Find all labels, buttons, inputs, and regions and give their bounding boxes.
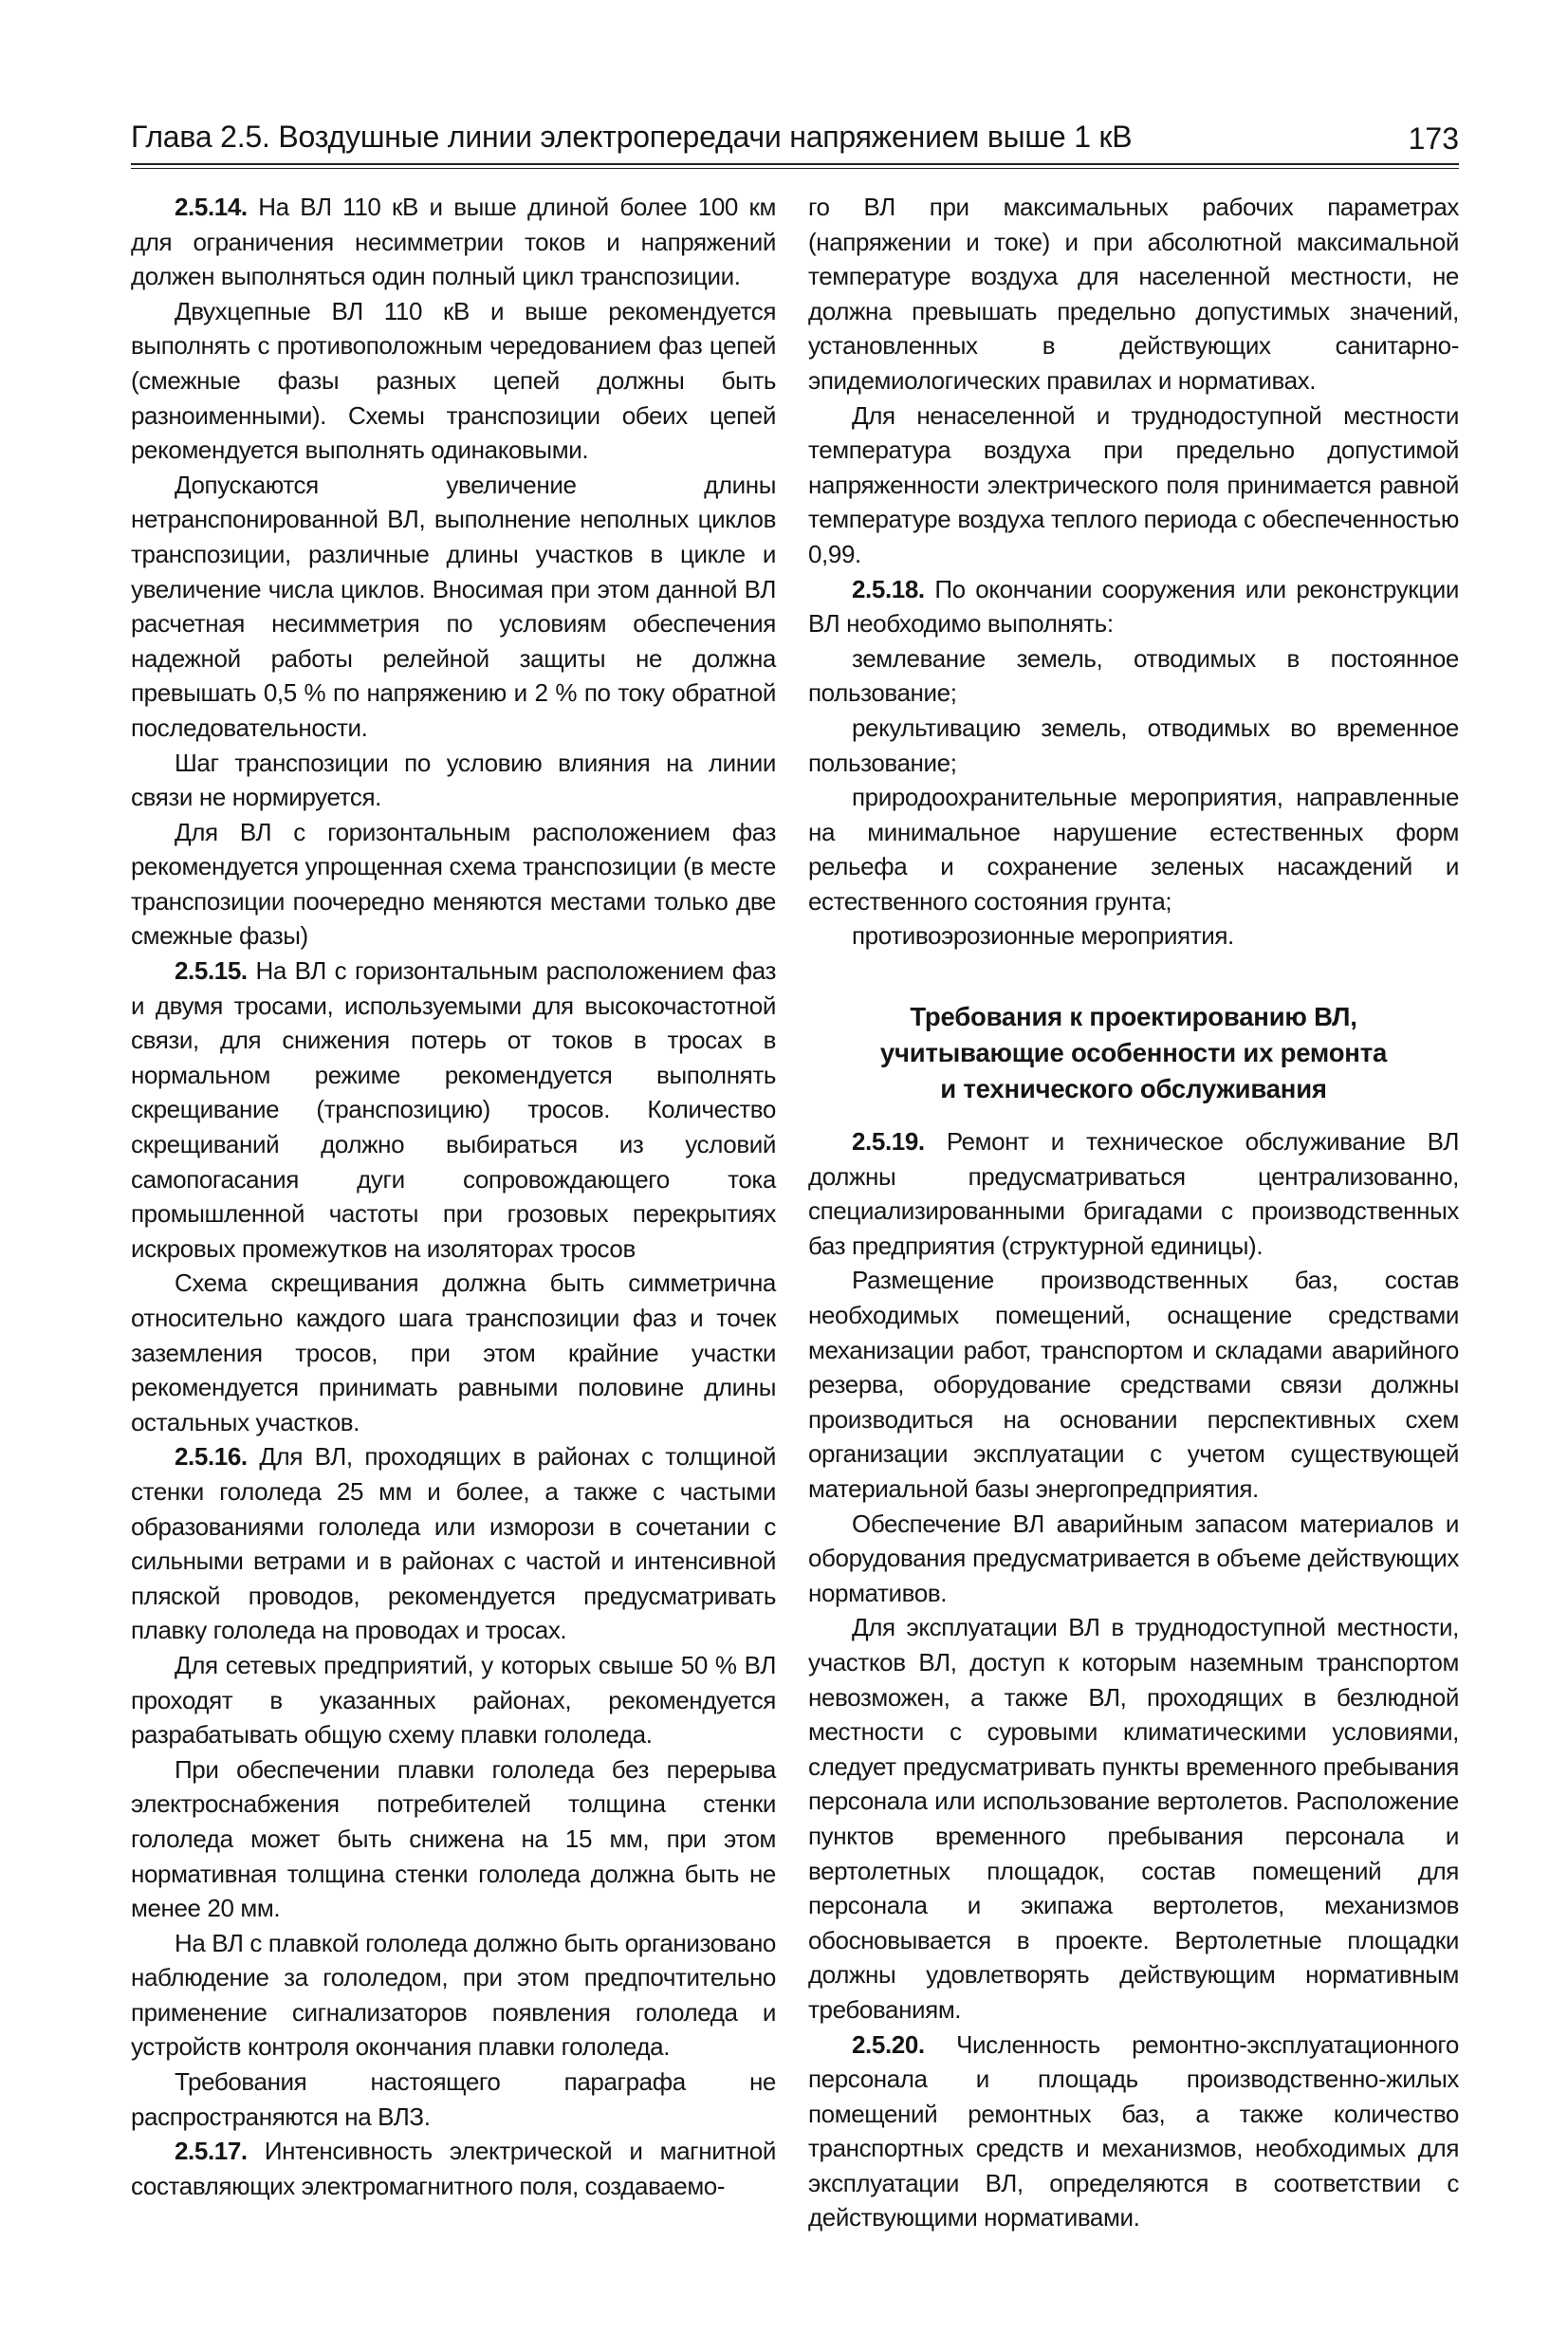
paragraph-text: Численность ремонтно-эксплуатационного персонала и площадь производственно-жилых помещений ремонтных баз, а также количество транспортных средств и механизмов, необходимых для эксплуатации ВЛ, определяются в соответствии с действующими нормативами. (808, 2029, 1459, 2232)
paragraph (808, 641, 1459, 711)
page-number: 173 (1408, 121, 1459, 156)
paragraph (808, 711, 1459, 780)
paragraph (808, 1507, 1459, 1611)
clause-number: 2.5.15. (175, 956, 248, 986)
paragraph (131, 294, 776, 468)
paragraph (131, 1648, 776, 1752)
paragraph (131, 1439, 776, 1648)
paragraph (808, 1263, 1459, 1506)
paragraph (131, 1926, 776, 2065)
paragraph-text: Двухцепные ВЛ 110 кВ и выше рекомендуется выполнять с противоположным чередованием фаз цепей (смежные фазы разных цепей должны быть разноименными). Схемы транспозиции обеих цепей рекомендуется выполнять одинаковыми. (131, 296, 776, 465)
paragraph-text: На ВЛ 110 кВ и выше длиной более 100 км для ограничения несимметрии токов и напряжений должен выполняться один полный цикл транспозиции. (131, 193, 776, 291)
page-header (131, 112, 1459, 169)
left-column (131, 190, 776, 2203)
paragraph (131, 2065, 776, 2134)
paragraph-text: го ВЛ при максимальных рабочих параметрах (напряжении и токе) и при абсолютной максимальной температуре воздуха для населенной местности, не должна превышать предельно допустимых значений, установленных в действующих санитарно-эпидемиологических правилах и нормативах. (808, 193, 1459, 395)
clause-number: 2.5.20. (852, 2029, 925, 2059)
clause-number: 2.5.19. (852, 1127, 925, 1157)
paragraph-text: противоэрозионные мероприятия. (852, 921, 1234, 951)
section-heading (808, 999, 1459, 1107)
paragraph (808, 1610, 1459, 2027)
right-column-bottom (808, 1124, 1459, 2235)
paragraph-text: Допускаются увеличение длины нетранспонированной ВЛ, выполнение неполных циклов транспозиции, различные длины участков в цикле и увеличение числа циклов. Вносимая при этом данной ВЛ расчетная несимметрия по условиям обеспечения надежной работы релейной защиты не должна превышать 0,5 % по напряжению и 2 % по току обратной последовательности. (131, 470, 776, 742)
clause-number: 2.5.17. (175, 2137, 248, 2166)
paragraph-text: природоохранительные мероприятия, направленные на минимальное нарушение естественных форм рельефа и сохранение зеленых насаждений и естественного состояния грунта; (808, 783, 1459, 916)
paragraph (808, 780, 1459, 918)
paragraph-text: Схема скрещивания должна быть симметрична относительно каждого шага транспозиции фаз и точек заземления тросов, при этом крайние участки рекомендуется принимать равными половине длины остальных участков. (131, 1269, 776, 1436)
paragraph-text: Для ВЛ, проходящих в районах с толщиной стенки гололеда 25 мм и более, а также с частыми образованиями гололеда или изморози в сочетании с сильными ветрами и в районах с частой и интенсивной пляской проводов, рекомендуется предусматривать плавку гололеда на проводах и тросах. (131, 1442, 776, 1645)
paragraph-text: Ремонт и техническое обслуживание ВЛ должны предусматриваться централизованно, специализированными бригадами с производственных баз предприятия (структурной единицы). (808, 1127, 1459, 1260)
paragraph-text: Шаг транспозиции по условию влияния на линии связи не нормируется. (131, 748, 776, 812)
paragraph-text: землевание земель, отводимых в постоянное пользование; (808, 643, 1459, 708)
paragraph-text: Для эксплуатации ВЛ в труднодоступной местности, участков ВЛ, доступ к которым наземным транспортом невозможен, а также ВЛ, проходящих в безлюдной местности с суровыми климатическими условиями, следует предусматривать пункты временного пребывания персонала или использование вертолетов. Расположение пунктов временного пребывания персонала и вертолетных площадок, состав помещений для персонала и экипажа вертолетов, механизмов обосновывается в проекте. Вертолетные площадки должны удовлетворять действующим нормативным требованиям. (808, 1613, 1459, 2024)
section-heading-line: учитывающие особенности их ремонта (879, 1038, 1388, 1068)
clause-number: 2.5.14. (175, 193, 248, 221)
paragraph-text: рекультивацию земель, отводимых во временное пользование; (808, 713, 1459, 777)
right-column (808, 190, 1459, 2235)
paragraph (808, 1124, 1459, 1263)
paragraph-text: Для ВЛ с горизонтальным расположением фаз рекомендуется упрощенная схема транспозиции (в месте транспозиции поочередно меняются местами только две смежные фазы) (131, 817, 776, 951)
paragraph-text: Для сетевых предприятий, у которых свыше 50 % ВЛ проходят в указанных районах, рекомендуется разрабатывать общую схему плавки гололеда. (131, 1650, 776, 1750)
paragraph (131, 954, 776, 1266)
paragraph (808, 398, 1459, 572)
running-title: Глава 2.5. Воздушные линии электропередачи напряжением выше 1 кВ (131, 120, 1133, 154)
clause-number: 2.5.18. (852, 574, 925, 603)
paragraph-text: Интенсивность электрической и магнитной составляющих электромагнитного поля, создаваемо- (131, 2137, 776, 2200)
paragraph (808, 918, 1459, 954)
paragraph-text: При обеспечении плавки гололеда без перерыва электроснабжения потребителей толщина стенки гололеда может быть снижена на 15 мм, при этом нормативная толщина стенки гололеда должна быть не менее 20 мм. (131, 1754, 776, 1923)
section-heading-line: и технического обслуживания (940, 1074, 1327, 1104)
paragraph (808, 572, 1459, 641)
clause-number: 2.5.16. (175, 1442, 248, 1472)
paragraph (131, 1752, 776, 1926)
paragraph-text: На ВЛ с горизонтальным расположением фаз и двумя тросами, используемыми для высокочастотной связи, для снижения потерь от токов в тросах в нормальном режиме рекомендуется выполнять скрещивание (транспозицию) тросов. Количество скрещиваний должно выбираться из условий самопогасания дуги сопровождающего тока промышленной частоты при грозовых перекрытиях искровых промежутков на изоляторах тросов (131, 956, 776, 1263)
paragraph (131, 1266, 776, 1439)
header-rule (131, 163, 1459, 169)
paragraph-text: На ВЛ с плавкой гололеда должно быть организовано наблюдение за гололедом, при этом предпочтительно применение сигнализаторов появления гололеда и устройств контроля окончания плавки гололеда. (131, 1928, 776, 2062)
paragraph-text: Размещение производственных баз, состав необходимых помещений, оснащение средствами механизации работ, транспортом и складами аварийного резерва, оборудование средствами связи должны производиться на основании перспективных схем организации эксплуатации с учетом существующей материальной базы энергопредприятия. (808, 1266, 1459, 1503)
paragraph-text: По окончании сооружения или реконструкции ВЛ необходимо выполнять: (808, 574, 1460, 639)
paragraph (131, 2134, 776, 2203)
paragraph-text: Обеспечение ВЛ аварийным запасом материалов и оборудования предусматривается в объеме действующих нормативов. (808, 1509, 1459, 1607)
paragraph (131, 468, 776, 746)
section-heading-line: Требования к проектированию ВЛ, (910, 1002, 1357, 1032)
paragraph (808, 2028, 1459, 2236)
paragraph (131, 190, 776, 294)
paragraph (131, 746, 776, 815)
right-column-top (808, 190, 1459, 954)
paragraph (131, 815, 776, 954)
paragraph-text: Для ненаселенной и труднодоступной местности температура воздуха при предельно допустимой напряженности электрического поля принимается равной температуре воздуха теплого периода с обеспеченностью 0,99. (808, 400, 1459, 568)
paragraph (808, 190, 1459, 398)
paragraph-text: Требования настоящего параграфа не распространяются на ВЛЗ. (131, 2067, 776, 2131)
